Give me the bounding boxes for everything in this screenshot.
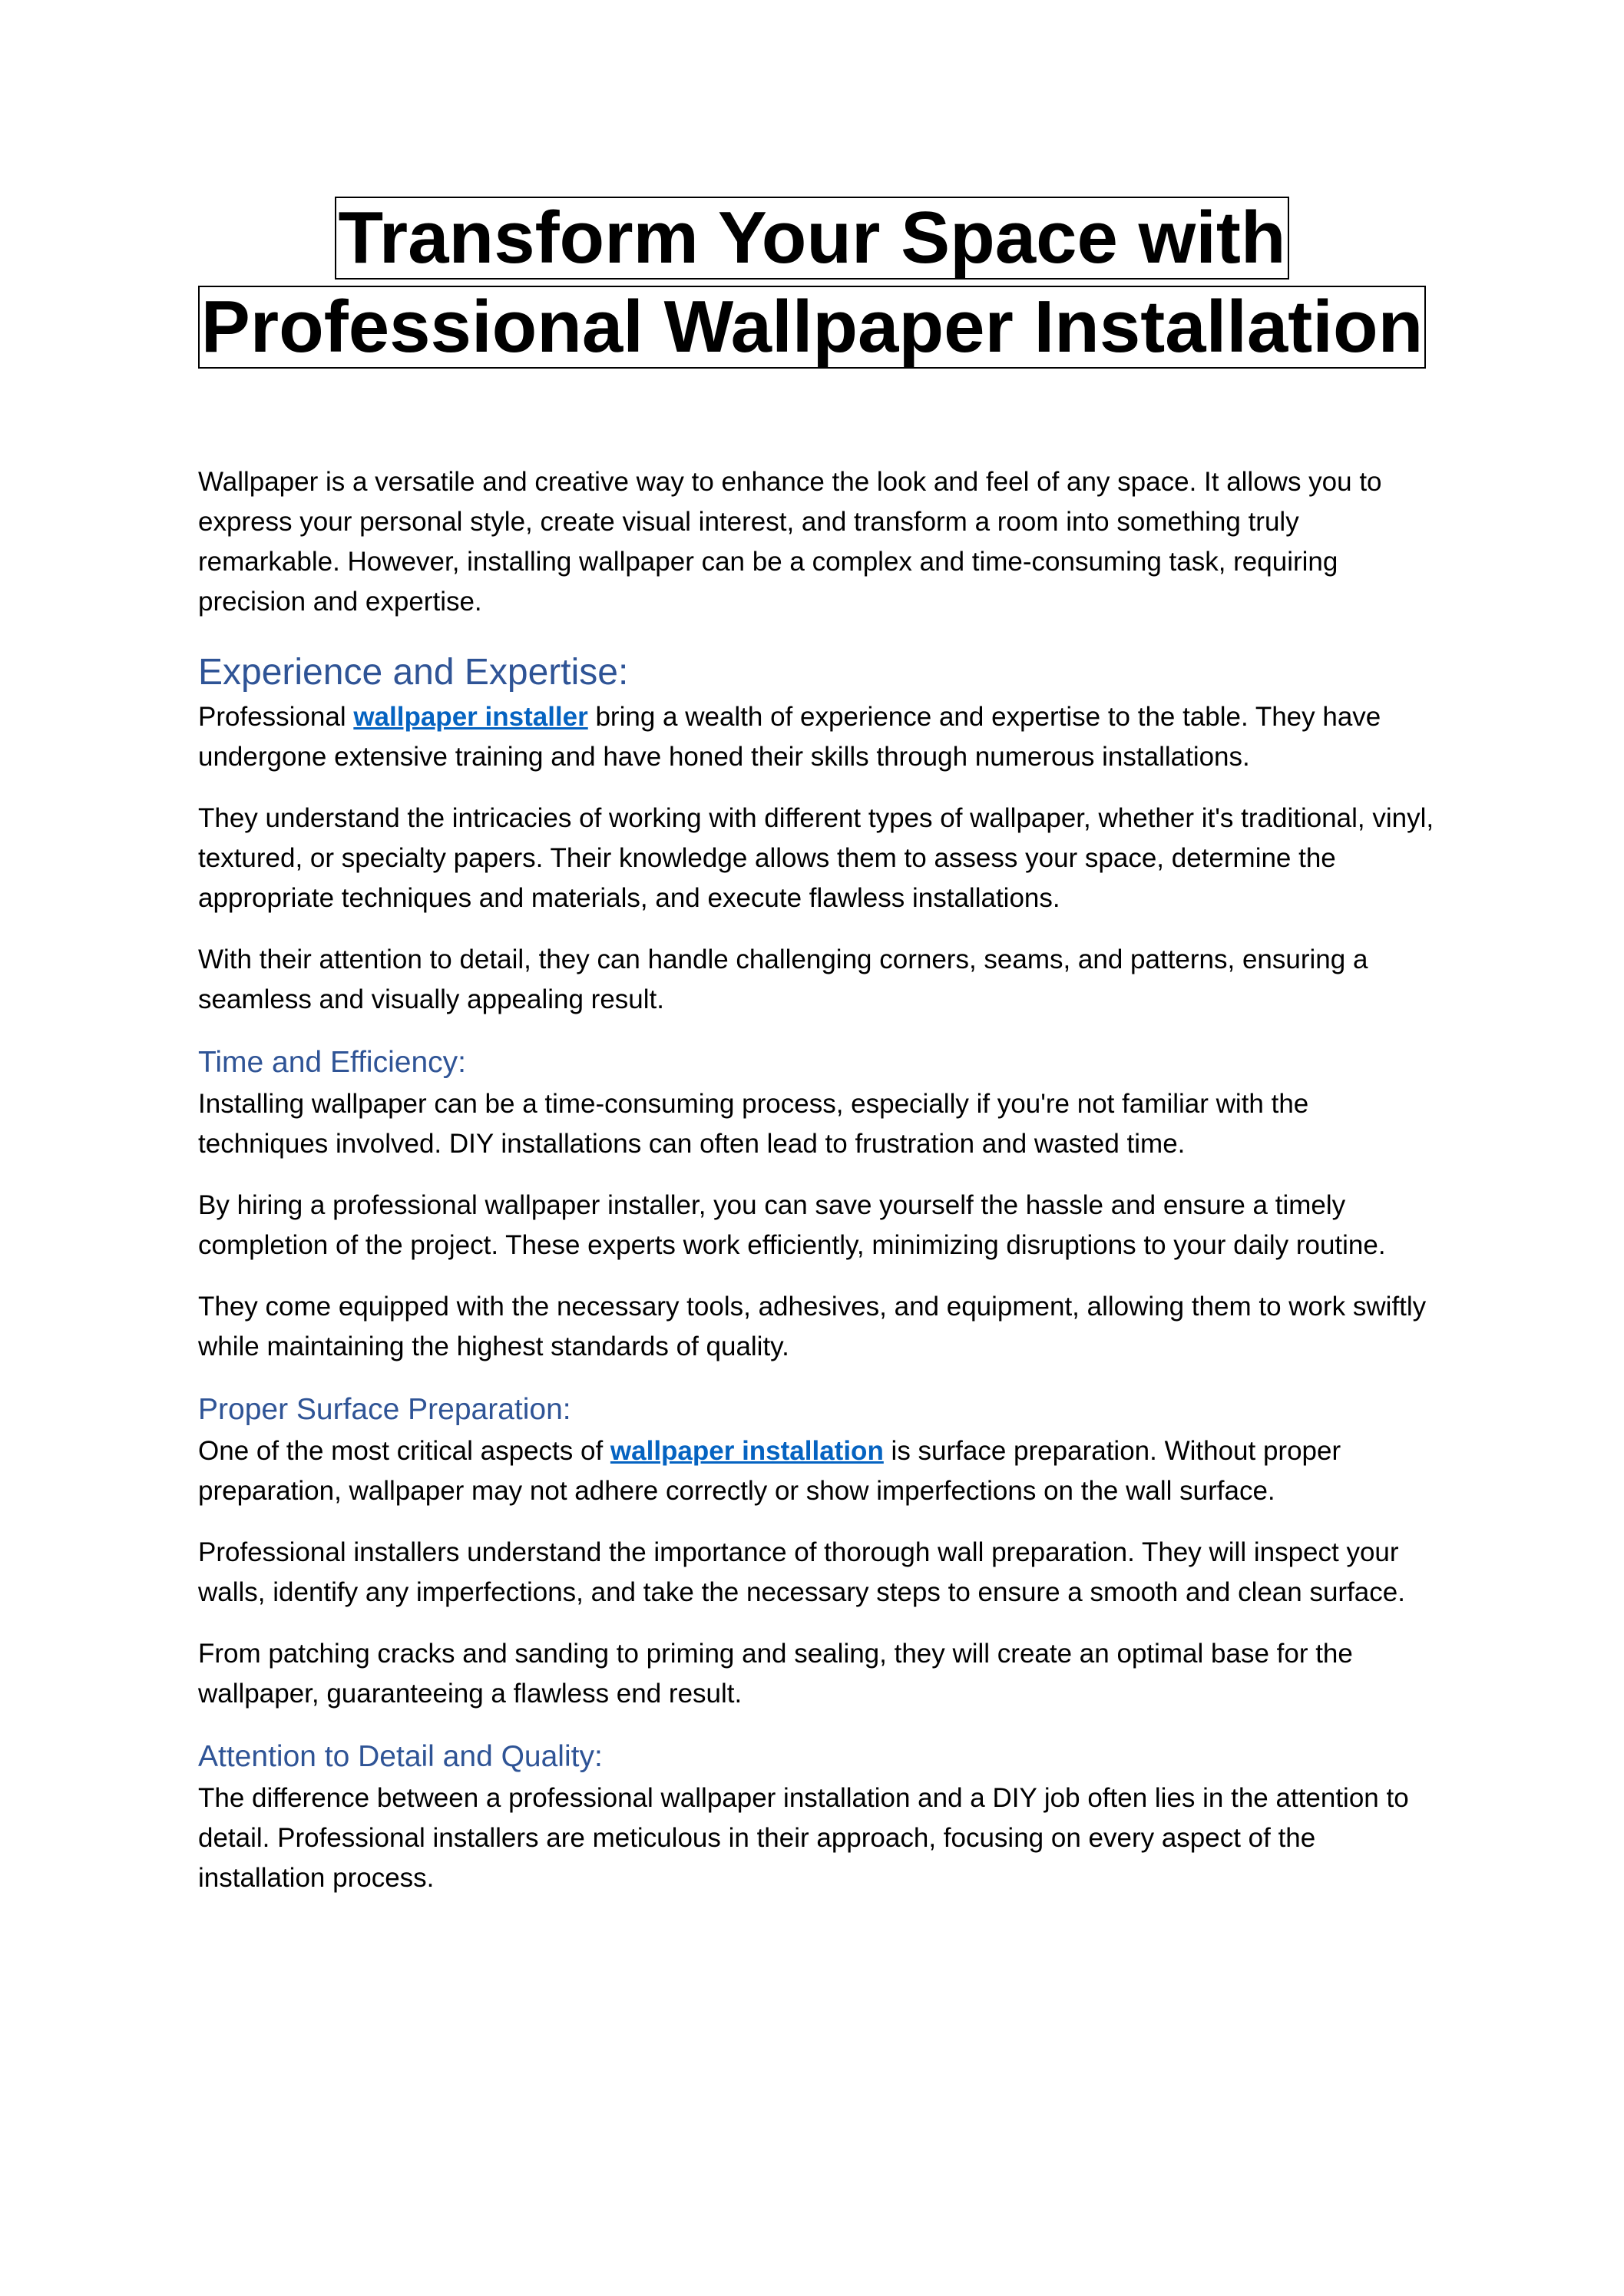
section-heading-surface: Proper Surface Preparation: [198,1393,571,1426]
section-paragraph: The difference between a professional wallpaper installation and a DIY job often lies in the attention to detail. Professional installers are meticulous in their approach, focusing on every aspect of the installation process. [198,1783,1409,1893]
document-body [198,462,1434,1920]
section-heading-experience: Experience and Expertise: [198,652,629,693]
section-paragraph: They come equipped with the necessary tools, adhesives, and equipment, allowing them to work swiftly while maintaining the highest standards of quality. [198,1292,1427,1361]
section-heading-detail: Attention to Detail and Quality: [198,1740,603,1773]
title-line-1: Transform Your Space with [335,197,1288,280]
wallpaper-installer-link[interactable]: wallpaper installer [353,702,588,732]
section-paragraph: They understand the intricacies of working with different types of wallpaper, whether it's traditional, vinyl, textured, or specialty papers. Their knowledge allows them to assess your space, determine the appropriate techniques and materials, and execute flawless installations. [198,803,1434,913]
page-title [0,197,1624,369]
section-paragraph: With their attention to detail, they can handle challenging corners, seams, and patterns, ensuring a seamless and visually appealing result. [198,945,1368,1014]
intro-paragraph: Wallpaper is a versatile and creative way to enhance the look and feel of any space. It allows you to express your personal style, create visual interest, and transform a room into something truly remarkable. However, installing wallpaper can be a complex and time-consuming task, requiring precision and expertise. [198,467,1382,617]
text-span: One of the most critical aspects of [198,1436,610,1466]
section-paragraph: From patching cracks and sanding to priming and sealing, they will create an optimal base for the wallpaper, guaranteeing a flawless end result. [198,1639,1353,1709]
section-paragraph [198,1431,1434,1511]
section-paragraph [198,697,1434,777]
section-heading-time: Time and Efficiency: [198,1046,466,1079]
text-span: is surface preparation. Without proper preparation, wallpaper may not adhere correctly or show imperfections on the wall surface. [198,1436,1341,1506]
section-paragraph: By hiring a professional wallpaper installer, you can save yourself the hassle and ensure a timely completion of the project. These experts work efficiently, minimizing disruptions to your daily routine. [198,1190,1386,1260]
title-line-2: Professional Wallpaper Installation [198,286,1426,369]
text-span: Professional [198,702,354,732]
wallpaper-installation-link[interactable]: wallpaper installation [610,1436,884,1466]
section-paragraph: Professional installers understand the importance of thorough wall preparation. They will inspect your walls, identify any imperfections, and take the necessary steps to ensure a smooth and clean surface. [198,1537,1405,1607]
section-paragraph: Installing wallpaper can be a time-consuming process, especially if you're not familiar with the techniques involved. DIY installations can often lead to frustration and wasted time. [198,1089,1309,1159]
text-span: bring a wealth of experience and expertise to the table. They have undergone extensive training and have honed their skills through numerous installations. [198,702,1381,772]
